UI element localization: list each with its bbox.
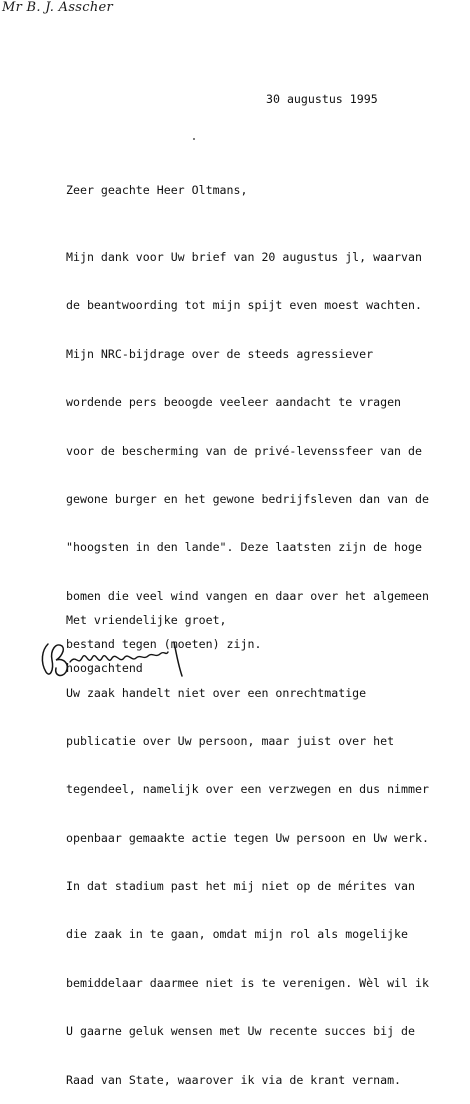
body-line: bemiddelaar daarmee niet is te verenigen. Wèl wil ik: [66, 975, 429, 990]
body-line: "hoogsten in den lande". Deze laatsten zijn de hoge: [66, 540, 422, 555]
body-line: die zaak in te gaan, omdat mijn rol als mogelijke: [66, 927, 409, 942]
body-line: U gaarne geluk wensen met Uw recente succes bij de: [66, 1024, 416, 1039]
body-line: Uw zaak handelt niet over een onrechtmatige: [66, 685, 367, 700]
body-line: Mijn dank voor Uw brief van 20 augustus jl, waarvan: [66, 250, 422, 264]
body-line: wordende pers beoogde veeleer aandacht te vragen: [66, 395, 402, 410]
closing-greeting: Met vriendelijke groet,: [66, 613, 227, 627]
body-line: bestand tegen (moeten) zijn.: [66, 637, 262, 652]
body-line: In dat stadium past het mij niet op de mérites van: [66, 879, 416, 894]
body-line: publicatie over Uw persoon, maar juist over het: [66, 733, 395, 748]
closing-regards: hoogachtend: [66, 661, 143, 675]
body-line: de beantwoording tot mijn spijt even moest wachten.: [66, 298, 422, 313]
letter-date: 30 augustus 1995: [266, 92, 378, 106]
body-line: Mijn NRC-bijdrage over de steeds agressiever: [66, 346, 374, 361]
letterhead: Mr B. J. Asscher: [2, 0, 114, 15]
body-line: Raad van State, waarover ik via de krant vernam.: [66, 1072, 402, 1087]
body-line: gewone burger en het gewone bedrijfsleven dan van de: [66, 491, 429, 506]
body-line: tegendeel, namelijk over een verzwegen en dus nimmer: [66, 782, 429, 797]
body-line: voor de bescherming van de privé-levenssfeer van de: [66, 443, 422, 458]
handwritten-signature-icon: [36, 636, 196, 680]
salutation: Zeer geachte Heer Oltmans,: [66, 183, 248, 197]
paper-speck: [193, 138, 195, 140]
body-line: openbaar gemaakte actie tegen Uw persoon en Uw werk.: [66, 830, 429, 845]
body-line: bomen die veel wind vangen en daar over het algemeen: [66, 588, 429, 603]
